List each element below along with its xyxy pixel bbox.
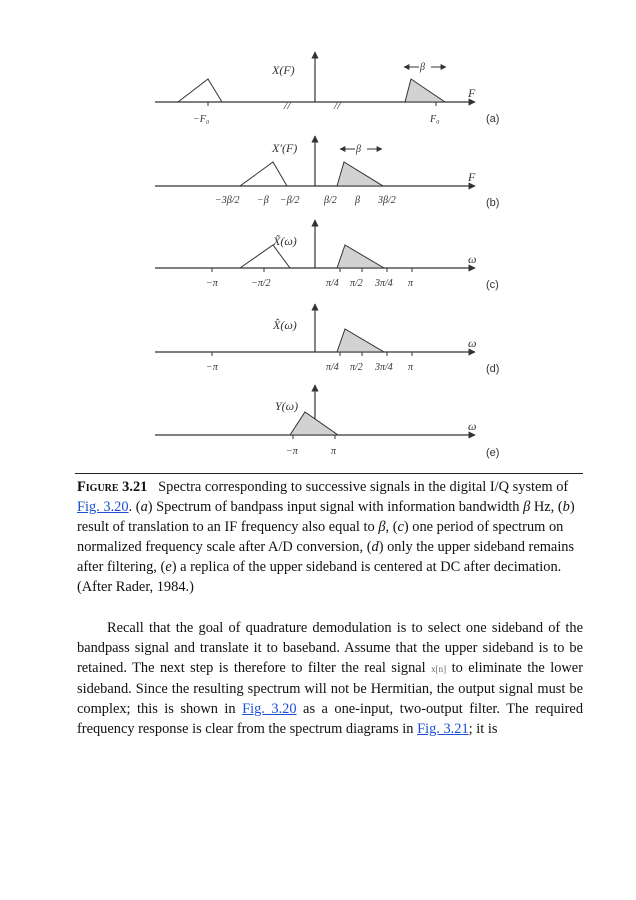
panel-a-break-mark-right: //: [334, 98, 341, 112]
panel-a-upper-sideband: [405, 79, 445, 102]
panel-a-break-mark-left: //: [284, 98, 291, 112]
panel-c-tick-label: −π/2: [251, 278, 271, 289]
panel-e: [155, 385, 499, 459]
panel-e-xlabel: ω: [468, 419, 477, 433]
caption-item-letter: b: [562, 499, 570, 515]
panel-a-tick-label: F₀: [430, 114, 440, 125]
panel-e-ylabel: Y(ω): [275, 399, 299, 413]
panel-b-tick-label: −β/2: [280, 195, 300, 206]
panel-d-tick-label: 3π/4: [375, 362, 393, 373]
caption-beta-symbol: β: [523, 499, 531, 515]
panel-c-tick-label: −π: [206, 278, 218, 289]
body-text: ; it is: [468, 721, 498, 737]
panel-b-tick-label: β/2: [324, 195, 337, 206]
panel-b-tick-label: 3β/2: [378, 195, 396, 206]
panel-b: [155, 136, 499, 209]
panel-a-xlabel: F: [468, 86, 476, 100]
panel-d-tick-label: π: [408, 362, 414, 373]
panel-e-tick-label: −π: [286, 446, 298, 457]
caption-item-letter: d: [371, 539, 379, 555]
panel-d-label: (d): [486, 363, 500, 375]
caption-text: , (: [385, 519, 398, 535]
caption-fig-link[interactable]: Fig. 3.20: [77, 499, 129, 515]
caption-item-letter: e: [165, 559, 172, 575]
panel-a-ylabel: X(F): [272, 63, 295, 77]
caption-text: Hz, (: [530, 499, 563, 515]
panel-b-ylabel: X′(F): [272, 141, 298, 155]
caption-item-letter: c: [397, 519, 404, 535]
signal-symbol: x[n]: [431, 664, 447, 674]
caption-beta-symbol: β: [378, 519, 386, 535]
panel-d-ylabel: X̂(ω): [273, 318, 297, 332]
caption-text: ) only the upper sideband remains after filtering, (: [77, 539, 575, 575]
caption-text: . (: [128, 499, 141, 515]
caption-text: ) Spectrum of bandpass input signal with information bandwidth: [147, 499, 524, 515]
panel-d-tick-label: −π: [206, 362, 218, 373]
panel-e-baseband-replica: [290, 412, 338, 435]
panel-b-tick-label: −β: [257, 195, 269, 206]
figure-caption: [77, 477, 581, 597]
panel-a: [155, 52, 499, 125]
panel-c-xlabel: ω: [468, 252, 477, 266]
caption-item-letter: a: [140, 499, 148, 515]
body-text: as a one-input, two-output filter. The required frequency response is clear from the spectrum diagrams in: [77, 701, 584, 737]
body-text: to eliminate the lower sideband. Since the resulting spectrum will not be Hermitian, the output signal must be complex; this is shown in: [77, 660, 583, 717]
panel-a-tick-label: −F₀: [193, 114, 210, 125]
panel-a-beta-label: β: [420, 62, 425, 73]
panel-b-upper-sideband: [337, 162, 383, 186]
caption-figure-label: Figure 3.21: [77, 479, 148, 495]
panel-c-tick-label: π/2: [350, 278, 363, 289]
panel-a-lower-sideband: [178, 79, 222, 102]
body-fig-3-20-link[interactable]: Fig. 3.20: [242, 701, 297, 717]
panel-b-lower-sideband: [240, 162, 287, 186]
caption-text: ) a replica of the upper sideband is centered at DC after decimation. (After Rader, 1984.): [77, 559, 562, 595]
panel-e-label: (e): [486, 447, 500, 459]
panel-d-xlabel: ω: [468, 336, 477, 350]
body-fig-3-21-link[interactable]: Fig. 3.21: [417, 721, 469, 737]
panel-b-xlabel: F: [468, 170, 476, 184]
caption-text: ) result of translation to an IF frequency also equal to: [77, 499, 575, 535]
panel-b-label: (b): [486, 197, 500, 209]
panel-c-label: (c): [486, 279, 499, 291]
panel-c-tick-label: π/4: [326, 278, 339, 289]
panel-b-beta-label: β: [356, 144, 361, 155]
panel-c-lower-sideband: [240, 245, 290, 268]
panel-b-tick-label: −3β/2: [215, 195, 240, 206]
panel-c-tick-label: 3π/4: [375, 278, 393, 289]
panel-d: [155, 304, 499, 375]
caption-text: Spectra corresponding to successive signals in the digital I/Q system of: [158, 479, 569, 495]
caption-rule: [75, 473, 583, 474]
panel-b-tick-label: β: [355, 195, 360, 206]
panel-d-tick-label: π/4: [326, 362, 339, 373]
caption-text: ) one period of spectrum on normalized frequency scale after A/D conversion, (: [77, 519, 564, 555]
panel-c: [155, 220, 499, 291]
panel-c-tick-label: π: [408, 278, 414, 289]
panel-d-upper-sideband: [337, 329, 384, 352]
panel-d-tick-label: π/2: [350, 362, 363, 373]
panel-e-tick-label: π: [331, 446, 337, 457]
panel-c-upper-sideband: [337, 245, 384, 268]
panel-c-ylabel: X̃(ω): [273, 234, 297, 248]
body-text: Recall that the goal of quadrature demodulation is to select one sideband of the bandpass signal and translate it to baseband. Assume that the upper sideband is to be retained. The next step is therefore to filter the real signal: [77, 620, 583, 676]
body-paragraph: [77, 618, 583, 739]
panel-a-label: (a): [486, 113, 500, 125]
